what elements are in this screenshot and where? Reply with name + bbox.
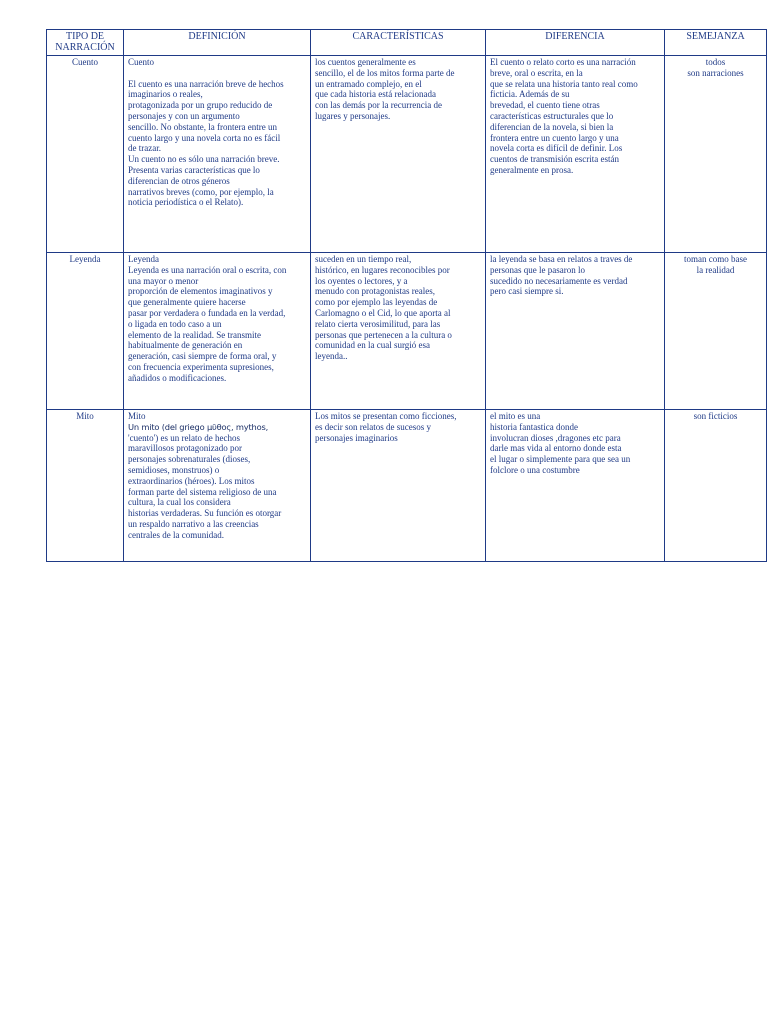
text-line: personajes imaginarios xyxy=(315,432,398,443)
text-line: suceden en un tiempo real, xyxy=(315,254,412,264)
text-line: toman como base xyxy=(684,254,747,264)
text-line: de trazar. xyxy=(128,143,161,154)
header-tipo: TIPO DE NARRACIÓN xyxy=(47,30,124,56)
text-line: una mayor o menor xyxy=(128,275,199,286)
cell-definicion-cuento xyxy=(124,56,311,253)
text-line: personas que pertenecen a la cultura o xyxy=(315,329,452,340)
text-line: que se relata una historia tanto real como xyxy=(490,78,638,89)
text-line: los oyentes o lectores, y a xyxy=(315,275,408,286)
text-line: novela corta es difícil de definir. Los xyxy=(490,143,623,154)
text-line: noticia periodística o el Relato). xyxy=(128,197,244,208)
text-line: brevedad, el cuento tiene otras xyxy=(490,100,600,111)
cell-semejanza-mito xyxy=(665,410,767,562)
text-line: centrales de la comunidad. xyxy=(128,529,224,540)
text-line: breve, oral o escrita, en la xyxy=(490,67,583,78)
table-row-mito xyxy=(47,410,767,562)
cell-semejanza-leyenda xyxy=(665,253,767,410)
text-line: el lugar o simplemente para que sea un xyxy=(490,454,631,465)
cell-semejanza-cuento xyxy=(665,56,767,253)
text-line: El cuento es una narración breve de hechos xyxy=(128,78,284,89)
text-line: maravillosos protagonizado por xyxy=(128,443,242,454)
table-row-leyenda xyxy=(47,253,767,410)
text-line: pasar por verdadera o fundada en la verdad, xyxy=(128,307,286,318)
text-line: personajes sobrenaturales (dioses, xyxy=(128,454,251,465)
header-semejanza: SEMEJANZA xyxy=(665,30,767,56)
table-header-row xyxy=(47,30,767,56)
cell-caracteristicas-leyenda xyxy=(311,253,486,410)
text-line: imaginarios o reales, xyxy=(128,89,203,100)
blank-line xyxy=(128,68,306,79)
text-line: como por ejemplo las leyendas de xyxy=(315,297,438,308)
text-line: con frecuencia experimenta supresiones, xyxy=(128,361,274,372)
text-line: forman parte del sistema religioso de una xyxy=(128,486,277,497)
text-line: folclore o una costumbre xyxy=(490,464,580,475)
text-line: El cuento o relato corto es una narración xyxy=(490,57,636,67)
text-line: o ligada en todo caso a un xyxy=(128,318,222,329)
text-line: es decir son relatos de sucesos y xyxy=(315,421,431,432)
text-line: características estructurales que lo xyxy=(490,110,614,121)
text-line: narrativos breves (como, por ejemplo, la xyxy=(128,186,274,197)
text-line: cuento largo y una novela corta no es fácil xyxy=(128,132,281,143)
text-line: involucran dioses ,dragones etc para xyxy=(490,432,621,443)
narration-types-table xyxy=(46,29,767,562)
text-line: 'cuento') es un relato de hechos xyxy=(128,432,240,443)
text-line: son ficticios xyxy=(693,411,738,421)
text-line: la leyenda se basa en relatos a traves de xyxy=(490,254,633,264)
text-line: un entramado complejo, en el xyxy=(315,78,422,89)
text-line: cultura, la cual los considera xyxy=(128,497,231,508)
text-line: Leyenda es una narración oral o escrita, con xyxy=(128,264,287,275)
text-line: generación, casi siempre de forma oral, y xyxy=(128,351,277,362)
text-line: proporción de elementos imaginativos y xyxy=(128,286,273,297)
text-line: diferencian de la novela, si bien la xyxy=(490,121,614,132)
text-line: pero casi siempre si. xyxy=(490,286,564,297)
text-line: menudo con protagonistas reales, xyxy=(315,286,435,297)
cell-caracteristicas-mito xyxy=(311,410,486,562)
header-diferencia: DIFERENCIA xyxy=(486,30,665,56)
text-line: elemento de la realidad. Se transmite xyxy=(128,329,261,340)
text-line: sencillo, el de los mitos forma parte de xyxy=(315,67,455,78)
text-line: frontera entre un cuento largo y una xyxy=(490,132,619,143)
text-line: diferencian de otros géneros xyxy=(128,175,230,186)
text-line: sencillo. No obstante, la frontera entre un xyxy=(128,121,277,132)
cell-tipo-leyenda: Leyenda xyxy=(47,253,124,410)
text-line: protagonizada por un grupo reducido de xyxy=(128,100,273,111)
text-line: Leyenda xyxy=(128,254,159,264)
text-line: que generalmente quiere hacerse xyxy=(128,297,246,308)
text-line: histórico, en lugares reconocibles por xyxy=(315,264,450,275)
text-line: habitualmente de generación en xyxy=(128,340,243,351)
text-line: son narraciones xyxy=(687,67,744,78)
text-line: todos xyxy=(705,57,726,67)
text-line: Mito xyxy=(128,411,146,421)
cell-diferencia-cuento xyxy=(486,56,665,253)
text-line: Los mitos se presentan como ficciones, xyxy=(315,411,457,421)
header-caracteristicas: CARACTERÍSTICAS xyxy=(311,30,486,56)
text-line: generalmente en prosa. xyxy=(490,164,574,175)
text-line: relato cierta verosimilitud, para las xyxy=(315,318,441,329)
cell-diferencia-mito xyxy=(486,410,665,562)
cell-tipo-mito: Mito xyxy=(47,410,124,562)
text-line: lugares y personajes. xyxy=(315,110,391,121)
text-line: personas que le pasaron lo xyxy=(490,264,585,275)
text-line: darle mas vida al entorno donde esta xyxy=(490,443,622,454)
table-row-cuento xyxy=(47,56,767,253)
cell-diferencia-leyenda xyxy=(486,253,665,410)
text-line: Un mito (del griego μῦθος, mythos, xyxy=(128,421,269,432)
text-line: leyenda.. xyxy=(315,351,348,362)
text-line: personajes y con un argumento xyxy=(128,110,240,121)
text-line: con las demás por la recurrencia de xyxy=(315,100,442,111)
text-line: Un cuento no es sólo una narración breve. xyxy=(128,154,280,165)
cell-caracteristicas-cuento xyxy=(311,56,486,253)
text-line: un respaldo narrativo a las creencias xyxy=(128,518,259,529)
text-line: cuentos de transmisión escrita están xyxy=(490,154,619,165)
cell-definicion-mito xyxy=(124,410,311,562)
text-line: ficticia. Además de su xyxy=(490,89,570,100)
text-line: historias verdaderas. Su función es otorgar xyxy=(128,508,282,519)
text-line: que cada historia está relacionada xyxy=(315,89,436,100)
text-line: sucedido no necesariamente es verdad xyxy=(490,275,628,286)
text-line: historia fantastica donde xyxy=(490,421,578,432)
text-line: semidioses, monstruos) o xyxy=(128,464,220,475)
cell-tipo-cuento: Cuento xyxy=(47,56,124,253)
text-line: Presenta varias características que lo xyxy=(128,164,260,175)
text-line: el mito es una xyxy=(490,411,541,421)
text-line: la realidad xyxy=(696,264,735,275)
text-line: Carlomagno o el Cid, lo que aporta al xyxy=(315,307,451,318)
text-line: extraordinarios (héroes). Los mitos xyxy=(128,475,255,486)
cell-definicion-leyenda xyxy=(124,253,311,410)
text-line: Cuento xyxy=(128,57,154,67)
text-line: añadidos o modificaciones. xyxy=(128,372,227,383)
text-line: los cuentos generalmente es xyxy=(315,57,416,67)
header-definicion: DEFINICIÓN xyxy=(124,30,311,56)
text-line: comunidad en la cual surgió esa xyxy=(315,340,431,351)
